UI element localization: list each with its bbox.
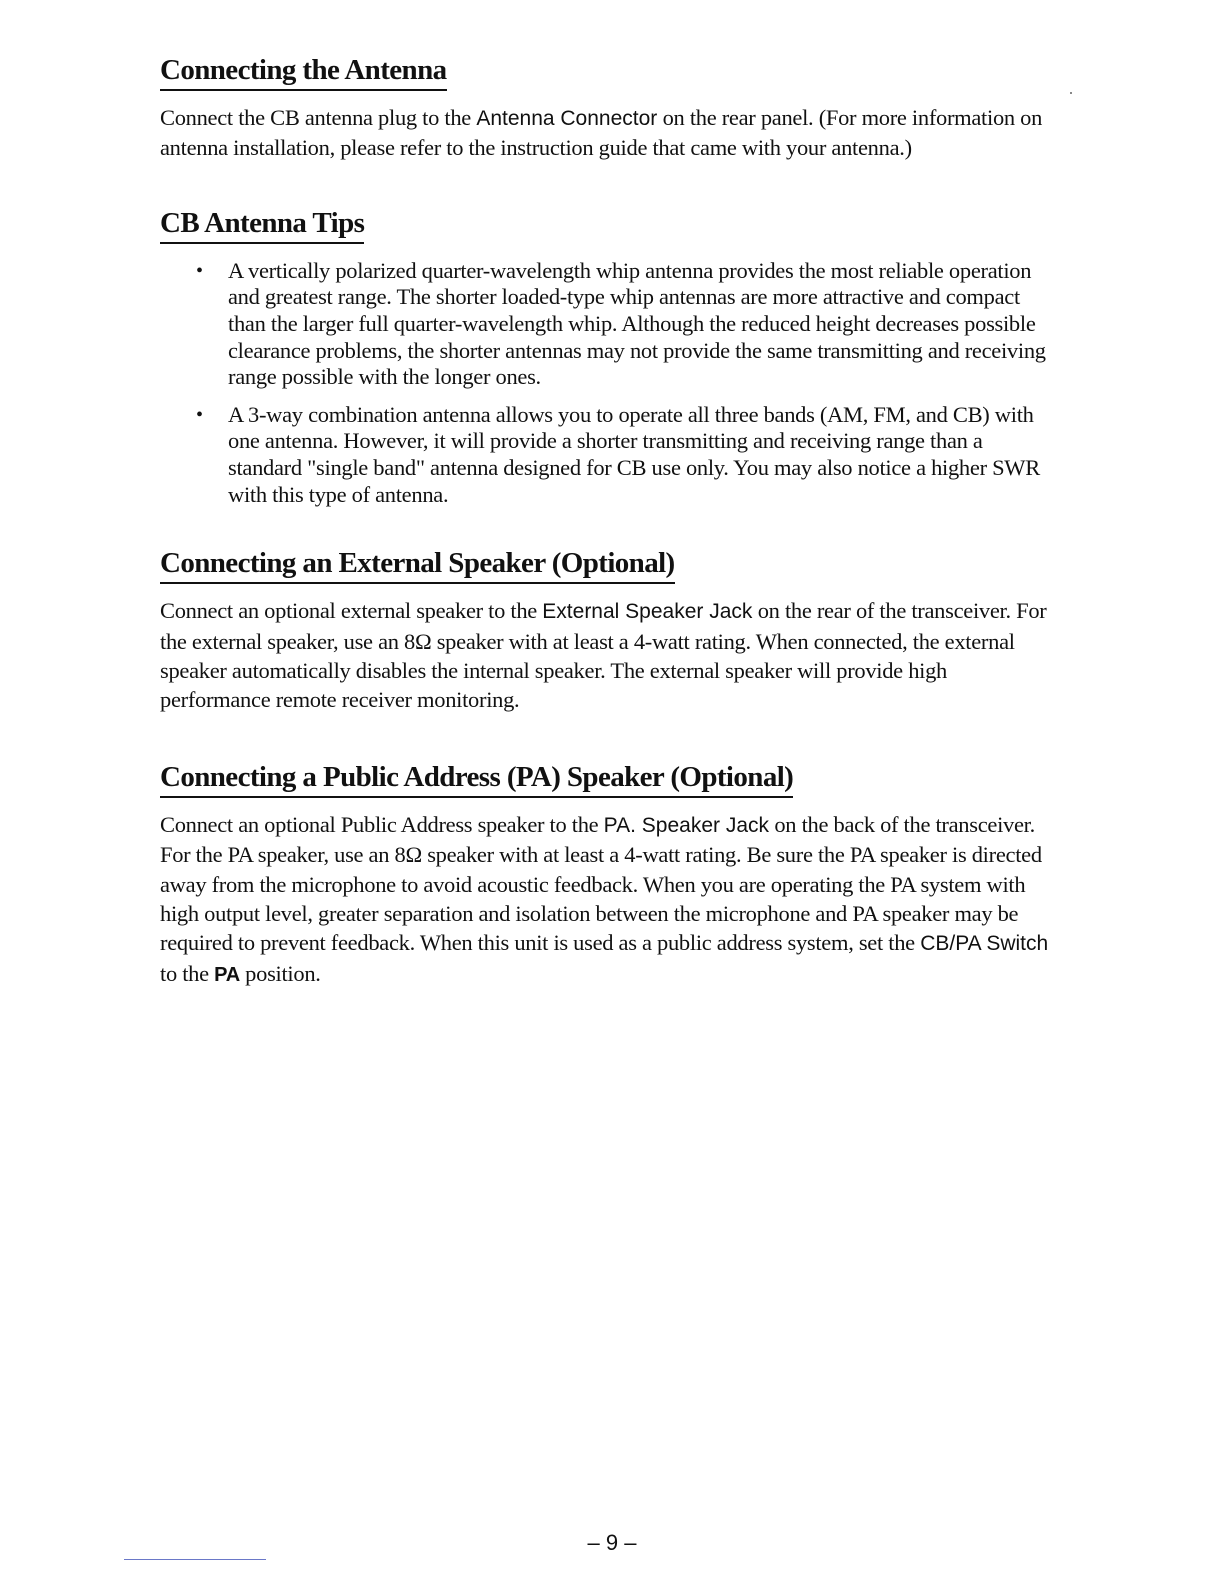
manual-page [160,52,1050,990]
paragraph-external-speaker [160,596,1050,715]
list-item [160,402,1050,508]
term-external-speaker-jack: External Speaker Jack [542,600,753,624]
text-segment: to the [160,960,215,986]
text-segment: on the rear panel. (For more information on antenna installation, please refer to the instruction guide that came with your antenna.) [160,105,1043,161]
section-cb-antenna-tips [160,205,1050,508]
section-external-speaker [160,545,1050,715]
text-segment: on the back of the transceiver. For the PA speaker, use an 8Ω speaker with at least a 4-watt rating. Be sure the PA speaker is directed away from the microphone to avoid acoustic feedback. When you are operating the PA system with high output level, greater separation and isolation between the microphone and PA speaker may be required to prevent feedback. When this unit is used as a public address system, set the [160,811,1042,956]
paragraph-pa-speaker [160,810,1050,990]
section-pa-speaker [160,759,1050,990]
text-segment: on the rear of the transceiver. For the external speaker, use an 8Ω speaker with at least a 4-watt rating. When connected, the external speaker automatically disables the internal speaker. The external speaker will provide high performance remote receiver monitoring. [160,598,1047,713]
tip-text: A 3-way combination antenna allows you to operate all three bands (AM, FM, and CB) with one antenna. However, it will provide a shorter transmitting and receiving range than a standard "single band" antenna designed for CB use only. You may also notice a higher SWR with this type of antenna. [228,401,1040,507]
text-segment: Connect an optional external speaker to the [160,598,543,624]
paragraph-connecting-antenna [160,103,1050,163]
tips-list [160,258,1050,508]
heading-external-speaker: Connecting an External Speaker (Optional) [160,545,675,584]
bullet-icon: • [196,259,203,282]
text-segment: Connect the CB antenna plug to the [160,105,477,130]
footer-rule [124,1559,266,1560]
bullet-icon: • [196,403,203,426]
term-antenna-connector: Antenna Connector [476,107,658,130]
term-pa-position: PA [214,963,240,986]
term-cb-pa-switch: CB/PA Switch [920,932,1049,956]
scan-mark [1070,92,1072,94]
page-number: – 9 – [587,1530,637,1555]
text-segment: Connect an optional Public Address speaker to the [160,811,604,837]
term-pa-speaker-jack: PA. Speaker Jack [603,813,770,837]
heading-pa-speaker: Connecting a Public Address (PA) Speaker (Optional) [160,759,793,798]
section-connecting-antenna [160,52,1050,163]
heading-connecting-antenna: Connecting the Antenna [160,52,447,91]
text-segment: position. [239,960,321,986]
heading-cb-antenna-tips: CB Antenna Tips [160,205,364,244]
list-item [160,258,1050,391]
tip-text: A vertically polarized quarter-wavelength whip antenna provides the most reliable operation and greatest range. The shorter loaded-type whip antennas are more attractive and compact than the larger full quarter-wavelength whip. Although the reduced height decreases possible clearance problems, the shorter antennas may not provide the same transmitting and receiving range possible with the longer ones. [228,257,1046,390]
